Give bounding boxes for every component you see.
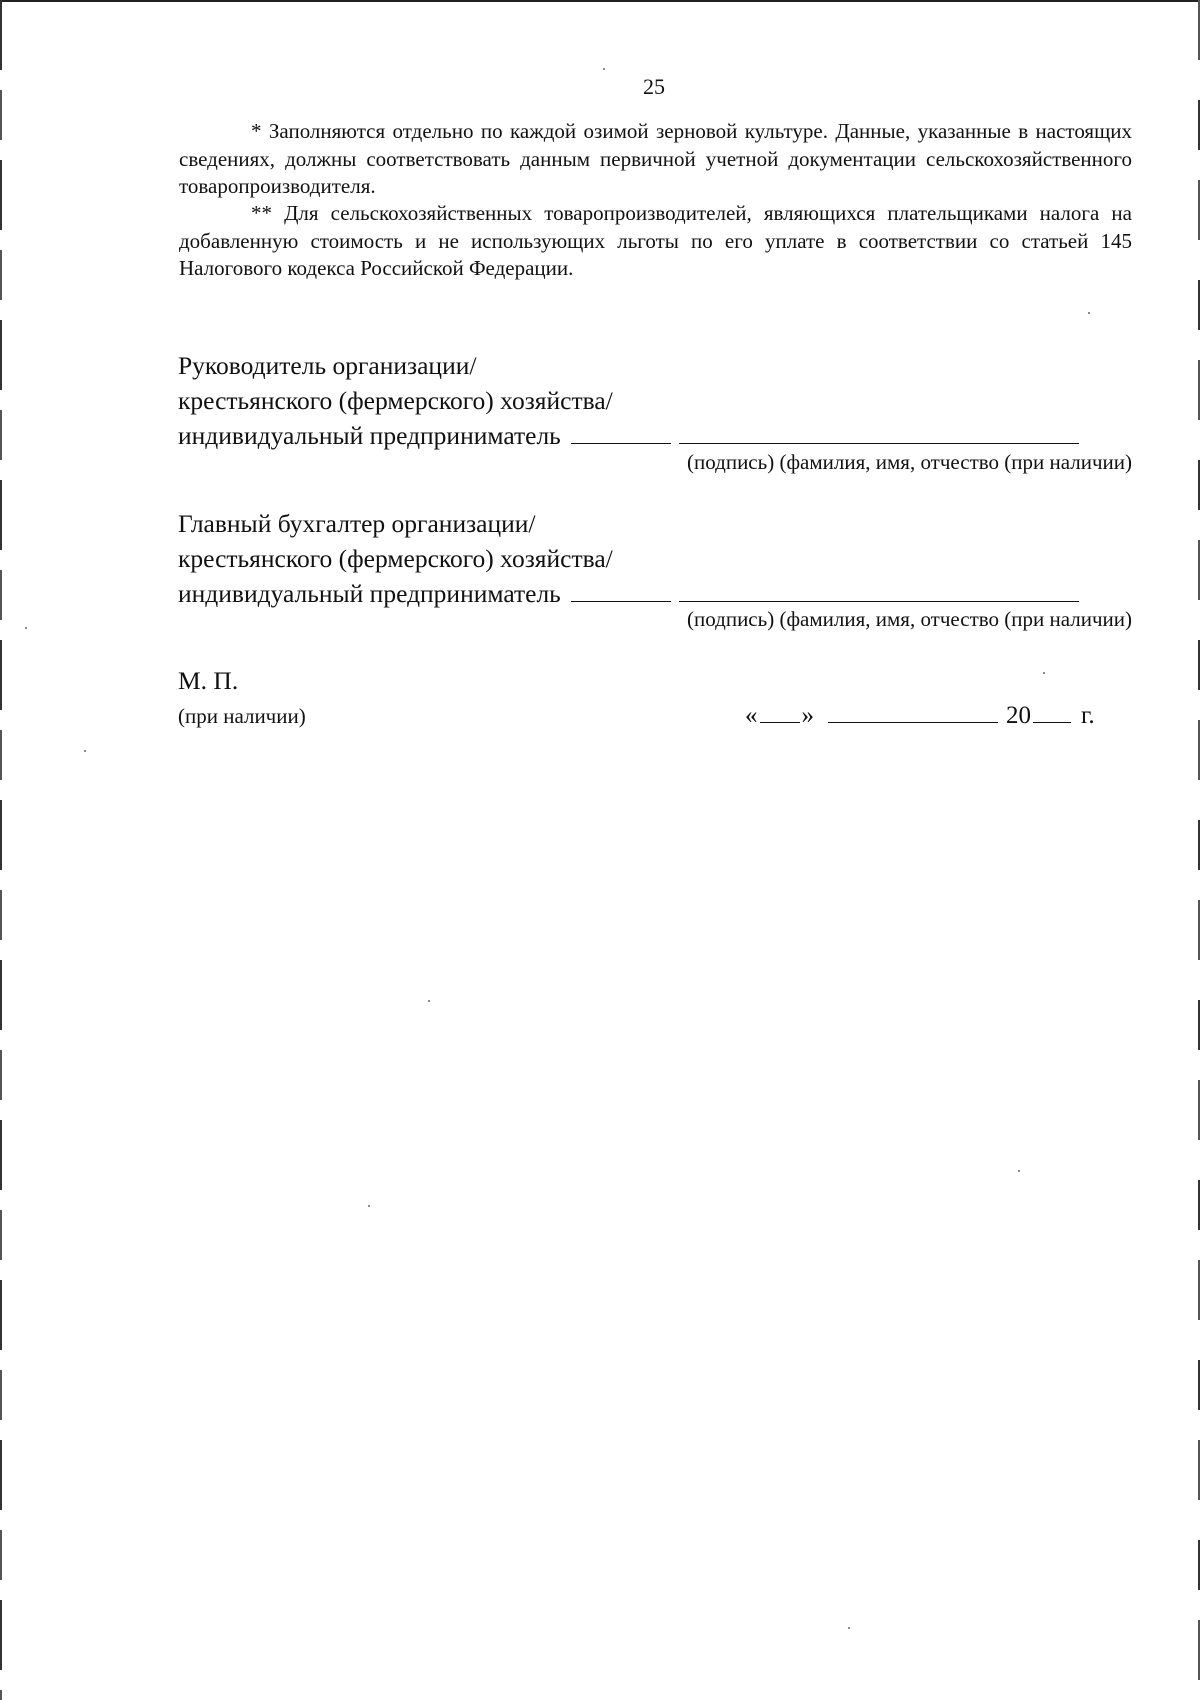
- date-month-field[interactable]: [828, 700, 998, 723]
- scan-speck: [1018, 1170, 1020, 1172]
- footnote-double-asterisk: ** Для сельскохозяйственных товаропроизводителей, являющихся плательщиками налога на добавленную стоимость и не использующих льготы по его уплате в соответствии со статьей 145 Налогового кодекса Российской Федерации.: [179, 201, 1132, 280]
- accountant-signature-caption: (подпись) (фамилия, имя, отчество (при наличии): [687, 607, 1132, 631]
- date-line: [745, 700, 1095, 730]
- scan-speck: [368, 1205, 370, 1207]
- head-title-line-2: крестьянского (фермерского) хозяйства/: [178, 386, 613, 415]
- page-number: 25: [643, 74, 665, 99]
- head-name-field[interactable]: [679, 419, 1079, 444]
- scan-speck: [1088, 312, 1090, 314]
- scan-edge-left: [0, 0, 2, 1700]
- head-title-line-3-text: индивидуальный предприниматель: [178, 421, 561, 450]
- head-signature-block: [178, 348, 1079, 453]
- scan-speck: [84, 750, 86, 752]
- date-close-quote: »: [801, 702, 814, 729]
- scan-speck: [1043, 672, 1045, 674]
- accountant-title-line-2: крестьянского (фермерского) хозяйства/: [178, 544, 613, 573]
- head-title-line-1: Руководитель организации/: [178, 351, 477, 380]
- stamp-place-note: (при наличии): [178, 704, 306, 728]
- scan-speck: [428, 1000, 430, 1002]
- accountant-signature-block: [178, 506, 1079, 611]
- accountant-title-line-3: [178, 576, 1079, 611]
- accountant-title-line-3-text: индивидуальный предприниматель: [178, 579, 561, 608]
- date-year-field[interactable]: [1033, 700, 1071, 723]
- scan-speck: [25, 627, 27, 629]
- scan-speck: [848, 1627, 850, 1629]
- scan-speck: [603, 68, 605, 70]
- accountant-title-line-1: Главный бухгалтер организации/: [178, 509, 536, 538]
- date-day-field[interactable]: [760, 700, 800, 723]
- scan-edge-top: [0, 0, 1200, 2]
- date-year-suffix: г.: [1081, 702, 1095, 729]
- head-signature-field[interactable]: [571, 419, 671, 444]
- head-title-line-3: [178, 418, 1079, 453]
- head-signature-caption: (подпись) (фамилия, имя, отчество (при наличии): [687, 450, 1132, 474]
- stamp-place-label: М. П.: [178, 666, 239, 695]
- accountant-signature-field[interactable]: [571, 577, 671, 602]
- date-open-quote: «: [745, 702, 758, 729]
- footnote-single-asterisk: * Заполняются отдельно по каждой озимой зерновой культуре. Данные, указанные в настоящих сведениях, должны соответствовать данным первичной учетной документации сельскохозяйственного товаропроизводителя.: [179, 119, 1132, 198]
- accountant-name-field[interactable]: [679, 577, 1079, 602]
- date-century: 20: [1006, 702, 1031, 729]
